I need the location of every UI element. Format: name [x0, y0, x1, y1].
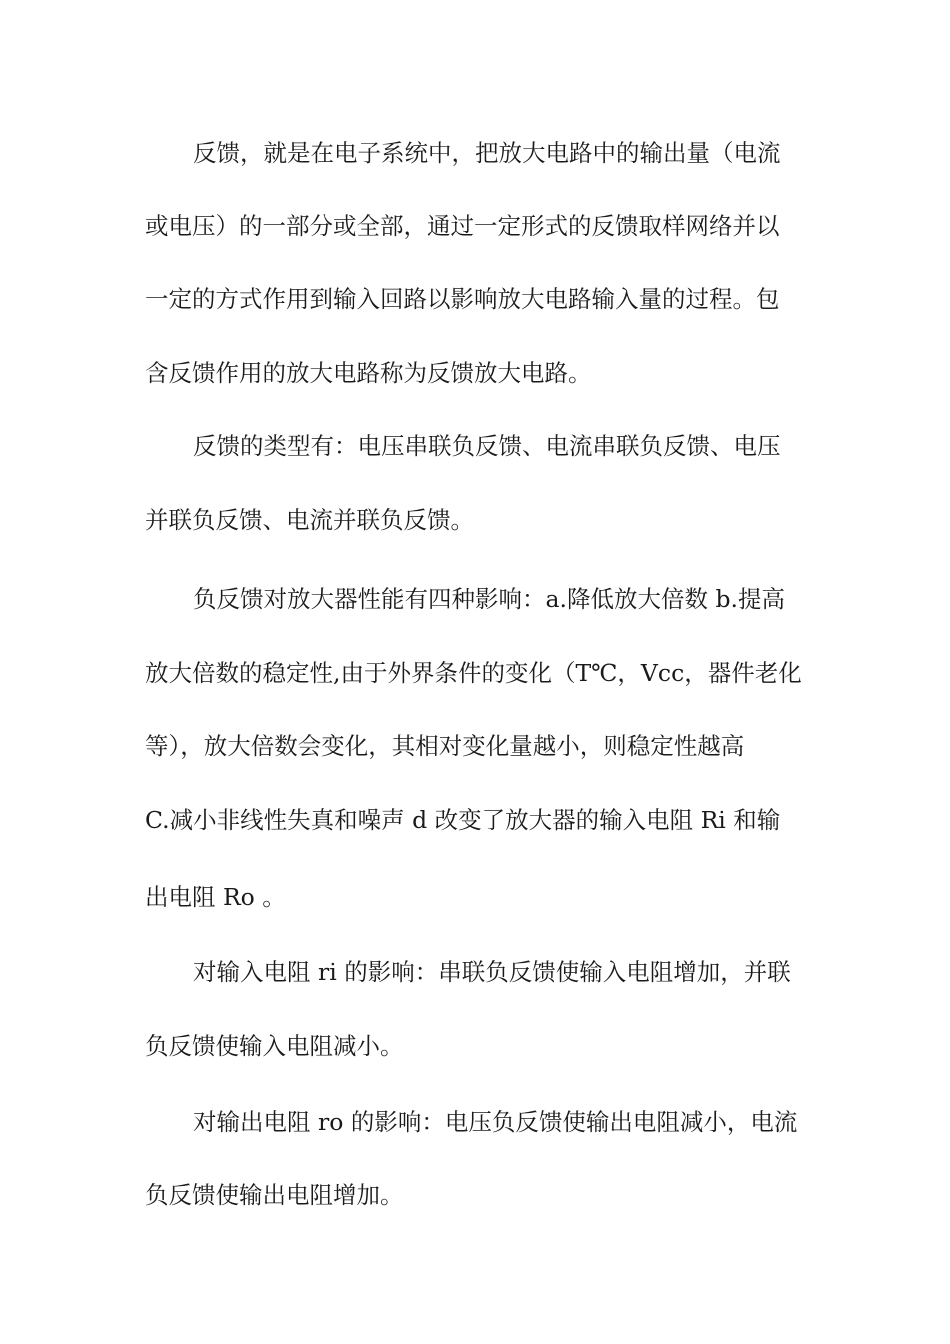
text-line: 含反馈作用的放大电路称为反馈放大电路。	[145, 359, 592, 387]
text-line: 或电压）的一部分或全部，通过一定形式的反馈取样网络并以	[145, 212, 780, 240]
text-line: 一定的方式作用到输入回路以影响放大电路输入量的过程。包	[145, 285, 780, 313]
text-line: 负反馈对放大器性能有四种影响：a.降低放大倍数 b.提高	[193, 585, 785, 613]
text-line: 并联负反馈、电流并联负反馈。	[145, 506, 474, 534]
text-line: 负反馈使输出电阻增加。	[145, 1181, 404, 1209]
text-line: 出电阻 Ro 。	[145, 883, 286, 911]
text-line: 反馈，就是在电子系统中，把放大电路中的输出量（电流	[193, 139, 781, 167]
text-line: C.减小非线性失真和噪声 d 改变了放大器的输入电阻 Ri 和输	[145, 806, 781, 834]
text-line: 对输出电阻 ro 的影响：电压负反馈使输出电阻减小，电流	[193, 1108, 798, 1136]
text-line: 负反馈使输入电阻减小。	[145, 1032, 404, 1060]
text-line: 对输入电阻 ri 的影响：串联负反馈使输入电阻增加，并联	[193, 958, 791, 986]
text-line: 放大倍数的稳定性,由于外界条件的变化（T℃，Vcc，器件老化	[145, 659, 802, 687]
text-line: 反馈的类型有：电压串联负反馈、电流串联负反馈、电压	[193, 432, 781, 460]
text-line: 等），放大倍数会变化，其相对变化量越小，则稳定性越高	[145, 732, 745, 760]
